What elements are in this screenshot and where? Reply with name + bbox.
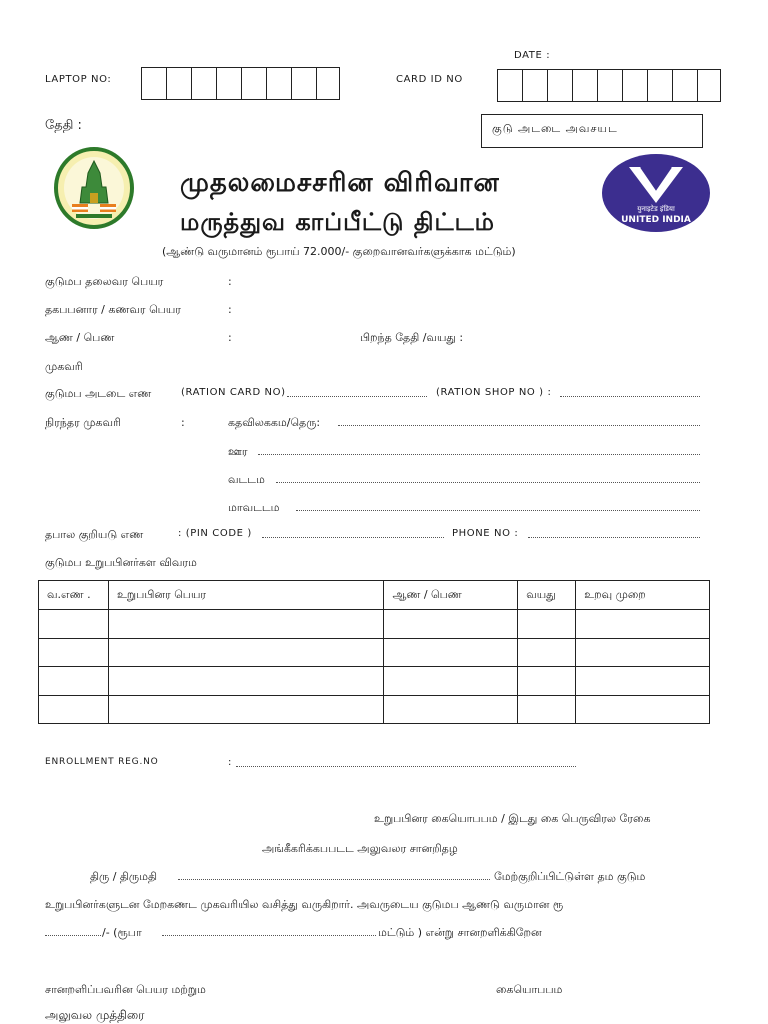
laptop-no-label: LAPTOP NO: [45, 74, 112, 85]
scheme-title-line2: மருத்துவ காப்பீட்டு திட்டம் [180, 208, 495, 236]
members-table [38, 580, 710, 724]
taluk-field[interactable] [276, 474, 700, 483]
enrollment-colon: : [228, 757, 232, 768]
office-seal-label: அலுவல முத்திரை [45, 1008, 145, 1022]
scheme-title-line1: முதலமைசசரின விரிவான [180, 168, 500, 198]
pincode-label: தபால குறியடு எண [45, 528, 144, 541]
member-signature-label: உறுபபினர கையொபபம / இடது கை பெருவிரல ரேகை [374, 812, 651, 825]
ration-card-field[interactable] [287, 388, 427, 397]
date-label: DATE : [514, 50, 551, 61]
father-name-label: தகபபனார / கணவர பெயர [45, 303, 181, 316]
col-header-age: வயது [518, 581, 576, 610]
village-label: ஊர [228, 445, 248, 458]
col-header-member-name: உறுபபினர பெயர [108, 581, 383, 610]
table-row[interactable] [39, 610, 710, 639]
address-label: முகவரி [45, 360, 83, 373]
ration-card-label: குடுமப அடடை எண [45, 387, 152, 400]
income-subtitle: (ஆண்டு வருமானம் ரூபாய் 72.000/- குறைவானவர்களுக்காக மட்டும்) [162, 245, 516, 258]
cert-person-name-field[interactable] [178, 871, 490, 880]
enrollment-field[interactable] [236, 758, 576, 767]
cert-line3-suffix: மட்டும் ) என்று சானறளிக்கிறேன [378, 926, 542, 939]
table-row[interactable] [39, 667, 710, 696]
village-field[interactable] [258, 446, 700, 455]
cert-line1-prefix: திரு / திருமதி [90, 870, 157, 883]
taluk-label: வடடம [228, 473, 265, 486]
laptop-no-boxes[interactable] [141, 67, 340, 100]
tamil-date-label: தேதி : [45, 118, 82, 133]
certifier-name-label: சானறளிப்பவரின பெயர மற்றும [45, 983, 206, 996]
ration-shop-field[interactable] [560, 388, 700, 397]
card-id-boxes[interactable] [497, 69, 721, 102]
father-name-colon: : [228, 303, 232, 316]
card-id-label: CARD ID NO [396, 74, 463, 85]
phone-field[interactable] [528, 529, 700, 538]
table-row[interactable] [39, 638, 710, 667]
cert-line1-suffix: மேற்குறிப்பிட்டுள்ள தம குடும [494, 870, 646, 883]
gender-colon: : [228, 331, 232, 344]
dob-age-label: பிறந்த தேதி /வயது : [360, 331, 464, 344]
col-header-serial: வ.எண . [39, 581, 109, 610]
ration-shop-en-label: (RATION SHOP NO ) : [436, 387, 552, 398]
ration-card-en-label: (RATION CARD NO) [181, 387, 286, 398]
members-heading: குடுமப உறுபபினர்கள விவரம [45, 556, 197, 569]
door-street-label: கதவிலககம/தெரு: [228, 416, 321, 429]
card-note-box: குடு அடடை அவசயட [481, 114, 703, 148]
district-label: மாவடடம [228, 501, 280, 514]
col-header-relationship: உறவு முறை [576, 581, 710, 610]
enrollment-label: ENROLLMENT REG.NO [45, 757, 159, 767]
permanent-address-label: நிரந்தர முகவரி [45, 416, 121, 429]
table-header-row [39, 581, 710, 610]
logo-english-text: UNITED INDIA [621, 215, 691, 225]
head-name-colon: : [228, 275, 232, 288]
phone-label: PHONE NO : [452, 528, 519, 539]
united-india-logo [601, 153, 711, 233]
head-name-label: குடுமப தலைவர பெயர [45, 275, 164, 288]
cert-income-words-field[interactable] [162, 927, 376, 936]
permanent-address-colon: : [181, 416, 185, 429]
gender-label: ஆண / பெண [45, 331, 115, 344]
cert-income-amount-field[interactable] [45, 927, 101, 936]
logo-hindi-text: युनाइटेड इंडिया [637, 205, 675, 213]
district-field[interactable] [296, 502, 700, 511]
door-street-field[interactable] [338, 417, 700, 426]
certifier-signature-label: கையொபபம [496, 983, 563, 996]
col-header-gender: ஆண / பெண [384, 581, 518, 610]
cert-line3-prefix: /- (ரூபா [102, 926, 142, 939]
table-row[interactable] [39, 695, 710, 724]
pincode-field[interactable] [262, 529, 444, 538]
pincode-en-label: : (PIN CODE ) [178, 528, 252, 539]
cert-line2: உறுபபினர்களுடன மேறகணட முகவரியில வசித்து வருகிறார். அவருடைய குடுமப ஆணடு வருமான ரூ [45, 898, 564, 911]
authorized-certificate-heading: அங்கீகரிக்கபபடட அலுவலர சானறிதழ [262, 842, 458, 855]
tamil-nadu-emblem [54, 147, 134, 229]
